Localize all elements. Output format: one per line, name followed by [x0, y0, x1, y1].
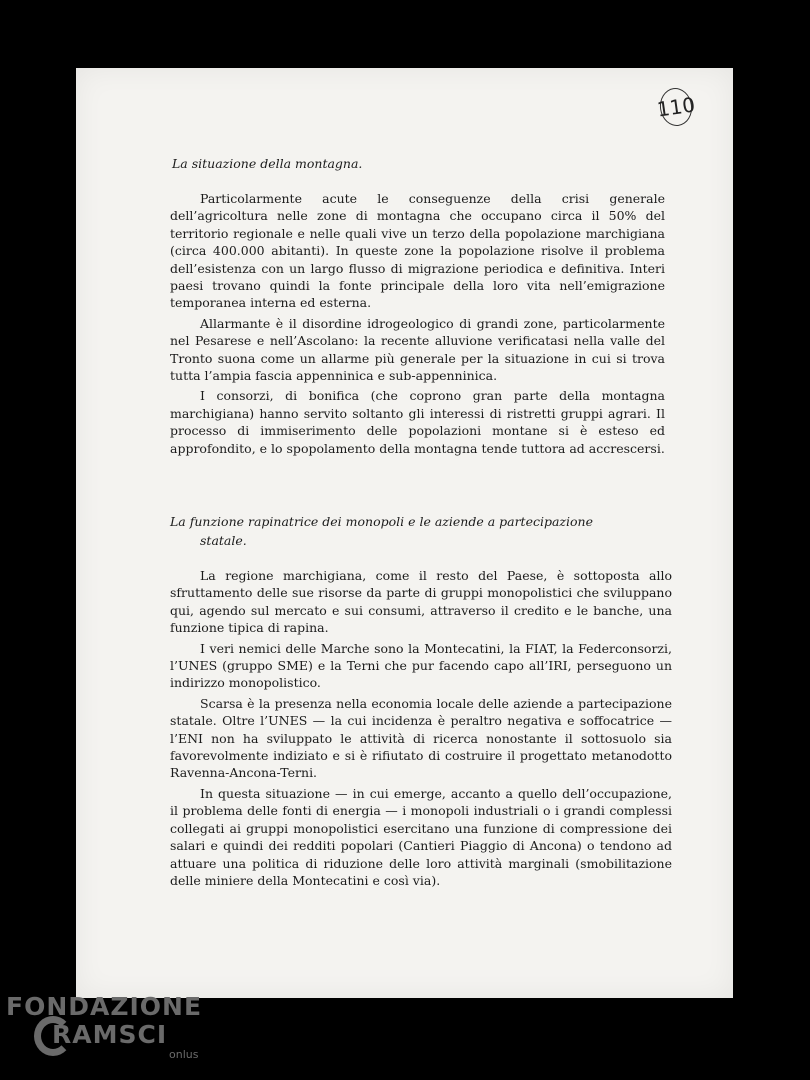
fondazione-gramsci-logo — [6, 990, 206, 1070]
section2-paragraph: La regione marchigiana, come il resto del Paese, è sottoposta allo sfruttamento delle sue risorse da parte di gruppi monopolistici che sviluppano qui, agendo sul mercato e sui consumi, attraverso il credito e le banche, una funzione tipica di rapina. — [170, 568, 672, 636]
logo-line3: onlus — [169, 1048, 199, 1061]
page-number-stamp: 110 — [658, 86, 695, 128]
section1-paragraph: Allarmante è il disordine idrogeologico di grandi zone, particolarmente nel Pesarese e nell’Ascolano: la recente alluvione verificatasi nella valle del Tronto suona come un allarme più generale per la situazione in cui si trova tutta l’ampia fascia appenninica e sub-appenninica. — [170, 315, 665, 384]
section1-body — [170, 190, 665, 457]
section2-body — [170, 567, 672, 889]
section2-heading — [170, 512, 674, 550]
section2-paragraph: I veri nemici delle Marche sono la Montecatini, la FIAT, la Federconsorzi, l’UNES (gruppo SME) e la Terni che pur facendo capo all’IRI, perseguono un indirizzo monopolistico. — [170, 640, 672, 691]
section2-paragraph: Scarsa è la presenza nella economia locale delle aziende a partecipazione statale. Oltre l’UNES — la cui incidenza è peraltro negativa e soffocatrice — l’ENI non ha sviluppato le attività di ricerca nonostante il sottosuolo sia favorevolmente indiziato e si è rifiutato di costruire il progettato metanodotto Ravenna-Ancona-Terni. — [170, 695, 672, 781]
section2-paragraph: In questa situazione — in cui emerge, accanto a quello dell’occupazione, il problema delle fonti di energia — i monopoli industriali o i grandi complessi collegati ai gruppi monopolistici esercitano una funzione di compressione dei salari e quindi dei redditi popolari (Cantieri Piaggio di Ancona) o tendono ad attuare una politica di riduzione delle loro attività marginali (smobilitazione delle miniere della Montecatini e così via). — [170, 785, 672, 888]
logo-line1: FONDAZIONE — [6, 992, 203, 1021]
section2-heading-line2: statale. — [200, 533, 247, 548]
section1-heading: La situazione della montagna. — [172, 156, 363, 171]
section1-paragraph: Particolarmente acute le conseguenze della crisi generale dell’agricoltura nelle zone di montagna che occupano circa il 50% del territorio regionale e nelle quali vive un terzo della popolazione marchigiana (circa 400.000 abitanti). In queste zone la popolazione risolve il problema dell’esistenza con un largo flusso di migrazione periodica e definitiva. Interi paesi trovano quindi la fonte principale della loro vita nell’emigrazione temporanea interna ed esterna. — [170, 191, 665, 311]
logo-line2: RAMSCI — [52, 1020, 168, 1049]
section2-heading-line1: La funzione rapinatrice dei monopoli e le aziende a partecipazione — [170, 514, 593, 529]
section1-paragraph: I consorzi, di bonifica (che coprono gran parte della montagna marchigiana) hanno servito soltanto gli interessi di ristretti gruppi agrari. Il processo di immiserimento delle popolazioni montane si è esteso ed approfondito, e lo spopolamento della montagna tende tuttora ad accrescersi. — [170, 388, 665, 456]
